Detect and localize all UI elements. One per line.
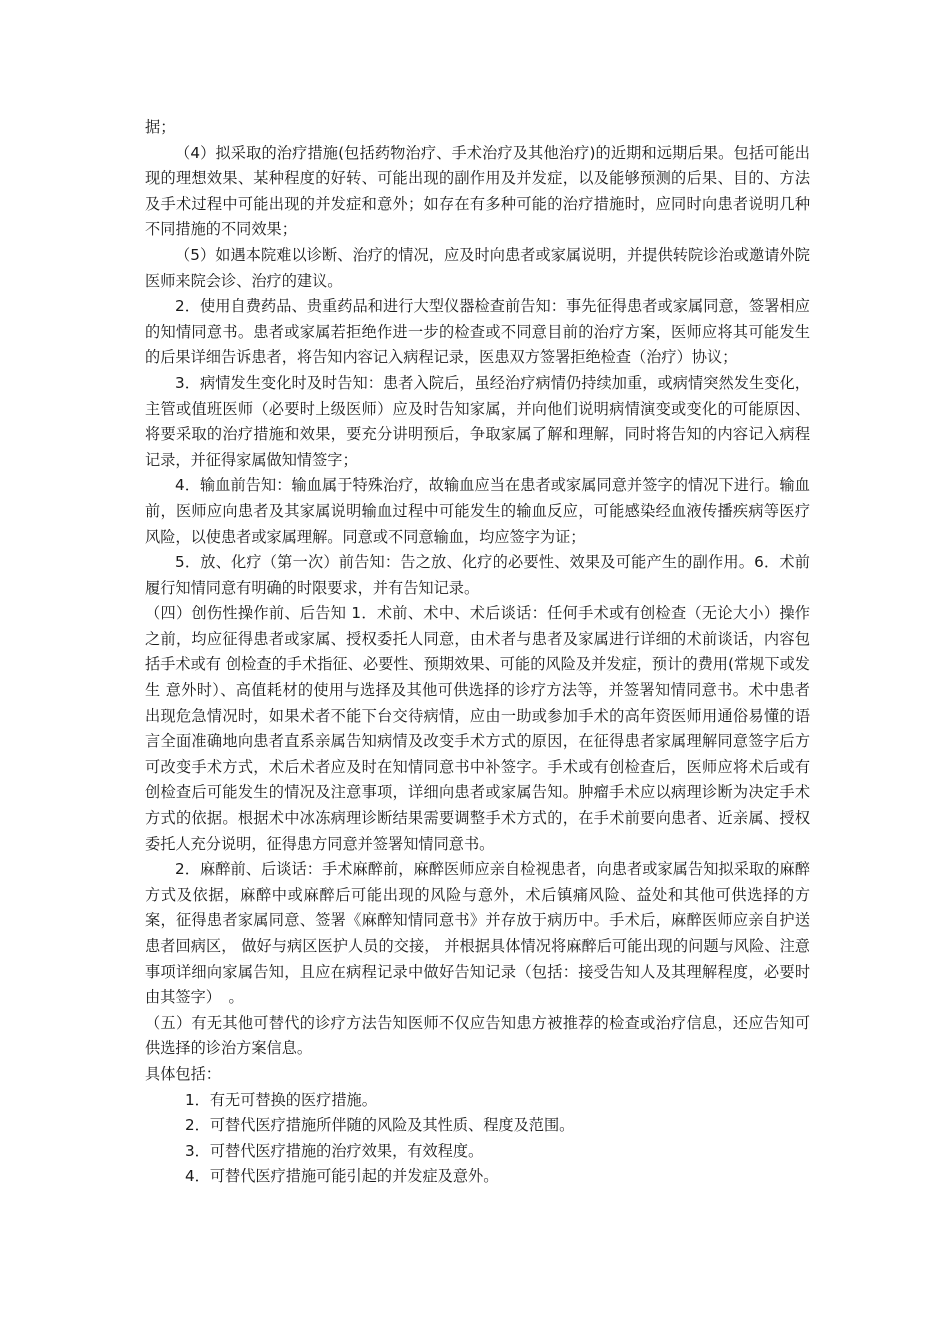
paragraph-radio-chemo: 5．放、化疗（第一次）前告知：告之放、化疗的必要性、效果及可能产生的副作用。6．术前履行知情同意有明确的时限要求，并有告知记录。 — [145, 553, 810, 597]
paragraph-invasive-procedures: （四）创伤性操作前、后告知 1．术前、术中、术后谈话：任何手术或有创检查（无论大小）操作之前，均应征得患者或家属、授权委托人同意，由术者与患者及家属进行详细的术前谈话，内容包括手术或有 创检查的手术指征、必要性、预期效果、可能的风险及并发症，预计的费用(常规下或发生 意外时）、高值耗材的使用与选择及其他可供选择的诊疗方法等，并签署知情同意书。术中患者出现危急情况时，如果术者不能下台交待病情，应由一助或参加手术的高年资医师用通俗易懂的语言全面准确地向患者直系亲属告知病情及改变手术方式的原因，在征得患者家属理解同意签字后方可改变手术方式，术后术者应及时在知情同意书中补签字。手术或有创检查后，医师应将术后或有创检查后可能发生的情况及注意事项，详细向患者或家属告知。肿瘤手术应以病理诊断为决定手术方式的依据。根据术中冰冻病理诊断结果需要调整手术方式的，在手术前要向患者、近亲属、授权委托人充分说明，征得患方同意并签署知情同意书。 — [145, 604, 810, 853]
paragraph-anesthesia: 2．麻醉前、后谈话：手术麻醉前，麻醉医师应亲自检视患者，向患者或家属告知拟采取的麻醉方式及依据，麻醉中或麻醉后可能出现的风险与意外，术后镇痛风险、益处和其他可供选择的方案，征得患者家属同意、签署《麻醉知情同意书》并存放于病历中。手术后，麻醉医师应亲自护送患者回病区， 做好与病区医护人员的交接， 并根据具体情况将麻醉后可能出现的问题与风险、注意事项详细向家属告知，且应在病程记录中做好告知记录（包括：接受告知人及其理解程度，必要时由其签字） 。 — [145, 860, 810, 1007]
paragraph-self-paid-drugs: 2．使用自费药品、贵重药品和进行大型仪器检查前告知：事先征得患者或家属同意，签署相应的知情同意书。患者或家属若拒绝作进一步的检查或不同意目前的治疗方案，医师应将其可能发生的后果详细告诉患者，将告知内容记入病程记录，医患双方签署拒绝检查（治疗）协议； — [145, 297, 810, 367]
paragraph-referral-advice: （5）如遇本院难以诊断、治疗的情况，应及时向患者或家属说明，并提供转院诊治或邀请外院医师来院会诊、治疗的建议。 — [145, 245, 810, 290]
paragraph-treatment-consequences: （4）拟采取的治疗措施(包括药物治疗、手术治疗及其他治疗)的近期和远期后果。包括可能出现的理想效果、某种程度的好转、可能出现的副作用及并发症，以及能够预测的后果、目的、方法及手术过程中可能出现的并发症和意外；如存在有多种可能的治疗措施时，应同时向患者说明几种不同措施的不同效果； — [145, 143, 810, 239]
list-item: 2．可替代医疗措施所伴随的风险及其性质、程度及范围。 — [185, 1116, 575, 1135]
paragraph-alternative-methods: （五）有无其他可替代的诊疗方法告知医师不仅应告知患方被推荐的检查或治疗信息，还应告知可供选择的诊治方案信息。 — [145, 1013, 810, 1058]
list-item: 1．有无可替换的医疗措施。 — [185, 1090, 377, 1109]
paragraph-condition-change: 3．病情发生变化时及时告知：患者入院后，虽经治疗病情仍持续加重，或病情突然发生变化，主管或值班医师（必要时上级医师）应及时告知家属，并向他们说明病情演变或变化的可能原因、将要采取的治疗措施和效果，要充分讲明预后，争取家属了解和理解，同时将告知的内容记入病程记录，并征得家属做知情签字； — [145, 373, 810, 469]
paragraph-specifics-heading: 具体包括： — [145, 1064, 221, 1083]
list-item: 3．可替代医疗措施的治疗效果，有效程度。 — [185, 1141, 484, 1160]
paragraph-continuation: 据； — [145, 118, 176, 136]
document-body — [145, 115, 810, 1190]
paragraph-transfusion: 4．输血前告知：输血属于特殊治疗，故输血应当在患者或家属同意并签字的情况下进行。输血前，医师应向患者及其家属说明输血过程中可能发生的输血反应，可能感染经血液传播疾病等医疗风险，以使患者或家属理解。同意或不同意输血，均应签字为证； — [145, 476, 810, 546]
list-item: 4．可替代医疗措施可能引起的并发症及意外。 — [185, 1167, 499, 1186]
